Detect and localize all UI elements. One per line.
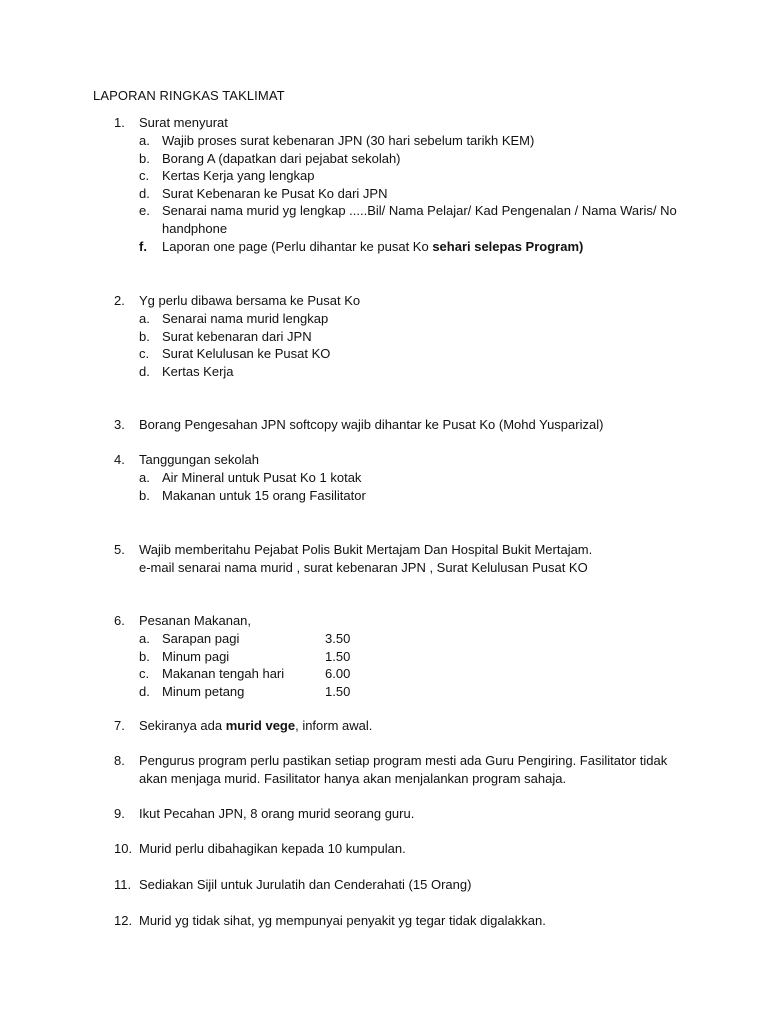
item-text: Surat kebenaran dari JPN	[162, 328, 312, 344]
item-letter: b.	[139, 150, 150, 166]
list-item	[0, 167, 768, 185]
section-heading	[0, 292, 768, 310]
list-item	[0, 683, 768, 701]
section-heading	[0, 805, 768, 823]
item-number: 1.	[114, 115, 125, 130]
item-text: Surat menyurat	[139, 115, 228, 130]
item-text: Murid perlu dibahagikan kepada 10 kumpulan.	[139, 841, 406, 856]
section-5	[0, 541, 768, 577]
section-heading	[0, 840, 768, 858]
item-letter: d.	[139, 185, 150, 201]
item-text: Makanan tengah hari	[162, 666, 285, 682]
item-text	[162, 238, 687, 256]
item-number: 10.	[114, 841, 133, 856]
document-title: LAPORAN RINGKAS TAKLIMAT	[93, 88, 285, 103]
section-heading	[0, 612, 768, 630]
item-text: e-mail senarai nama murid , surat kebenaran JPN , Surat Kelulusan Pusat KO	[139, 560, 588, 575]
section-8	[0, 752, 768, 788]
list-item	[0, 310, 768, 328]
item-text-bold: sehari selepas Program)	[432, 239, 584, 255]
list-item	[0, 150, 768, 168]
section-heading	[0, 416, 768, 434]
list-item	[0, 469, 768, 487]
item-price: 3.50	[325, 631, 351, 646]
item-number: 3.	[114, 417, 125, 432]
item-price: 1.50	[325, 648, 351, 664]
item-number: 4.	[114, 452, 125, 467]
item-letter: f.	[139, 239, 147, 255]
item-number: 9.	[114, 806, 125, 821]
section-heading	[0, 912, 768, 930]
item-text: Pesanan Makanan,	[139, 613, 252, 628]
item-text: Tanggungan sekolah	[139, 452, 259, 467]
section-12	[0, 912, 768, 930]
item-number: 12.	[114, 913, 133, 928]
item-text: Sarapan pagi	[162, 631, 240, 646]
item-text: Minum pagi	[162, 648, 230, 664]
item-number: 8.	[114, 753, 125, 768]
item-number: 11.	[114, 877, 132, 892]
section-11	[0, 876, 768, 894]
item-letter: a.	[139, 470, 150, 485]
item-text: Kertas Kerja	[162, 363, 234, 379]
item-letter: a.	[139, 133, 150, 148]
item-text: Yg perlu dibawa bersama ke Pusat Ko	[139, 293, 361, 308]
item-text: Surat Kelulusan ke Pusat KO	[162, 346, 331, 362]
item-number: 7.	[114, 718, 125, 733]
section-1	[0, 114, 768, 256]
list-item	[0, 487, 768, 505]
item-text: Borang Pengesahan JPN softcopy wajib dihantar ke Pusat Ko (Mohd Yusparizal)	[139, 417, 604, 432]
item-text: Air Mineral untuk Pusat Ko 1 kotak	[162, 470, 362, 485]
item-text-bold: murid vege	[225, 718, 296, 733]
item-letter: a.	[139, 311, 150, 326]
item-price: 6.00	[325, 666, 351, 682]
list-item	[0, 238, 768, 256]
item-text: Makanan untuk 15 orang Fasilitator	[162, 487, 366, 503]
item-text: Wajib memberitahu Pejabat Polis Bukit Mertajam Dan Hospital Bukit Mertajam.	[139, 542, 593, 557]
list-item	[0, 185, 768, 203]
section-4	[0, 451, 768, 504]
section-heading	[0, 451, 768, 469]
section-2	[0, 292, 768, 380]
list-item	[0, 665, 768, 683]
item-text: Borang A (dapatkan dari pejabat sekolah)	[162, 150, 401, 166]
item-letter: a.	[139, 631, 150, 646]
item-text: Wajib proses surat kebenaran JPN (30 hari sebelum tarikh KEM)	[162, 133, 535, 148]
item-letter: d.	[139, 683, 150, 699]
section-heading	[0, 541, 768, 559]
item-letter: c.	[139, 666, 150, 682]
item-text: Surat Kebenaran ke Pusat Ko dari JPN	[162, 185, 388, 201]
list-item	[0, 345, 768, 363]
list-item	[0, 630, 768, 648]
item-number: 6.	[114, 613, 125, 628]
list-item	[0, 132, 768, 150]
section-heading	[0, 876, 768, 894]
item-number: 2.	[114, 293, 125, 308]
item-text: Kertas Kerja yang lengkap	[162, 168, 315, 184]
item-text: Pengurus program perlu pastikan setiap program mesti ada Guru Pengiring. Fasilitator tidak akan menjaga murid. Fasilitator hanya akan menjalankan program sahaja.	[139, 753, 668, 786]
list-item	[0, 363, 768, 381]
item-letter: b.	[139, 487, 150, 503]
section-10	[0, 840, 768, 858]
list-item	[0, 648, 768, 666]
item-letter: b.	[139, 328, 150, 344]
item-text: Senarai nama murid yg lengkap .....Bil/ Nama Pelajar/ Kad Pengenalan / Nama Waris/ No handphone	[162, 203, 677, 237]
list-item	[0, 202, 768, 238]
section-3	[0, 416, 768, 434]
list-item	[0, 328, 768, 346]
section-7	[0, 717, 768, 735]
item-letter: c.	[139, 346, 150, 362]
item-text-part: , inform awal.	[295, 718, 373, 733]
item-text	[139, 717, 684, 735]
item-text: Ikut Pecahan JPN, 8 orang murid seorang guru.	[139, 806, 415, 821]
item-letter: b.	[139, 648, 150, 664]
item-number: 5.	[114, 542, 125, 557]
item-text-part: Laporan one page (Perlu dihantar ke pusat Ko	[162, 239, 433, 255]
item-text: Senarai nama murid lengkap	[162, 311, 329, 326]
section-heading	[0, 717, 768, 735]
section-heading	[0, 752, 768, 788]
item-text: Minum petang	[162, 683, 245, 699]
section-6	[0, 612, 768, 700]
item-text: Sediakan Sijil untuk Jurulatih dan Cenderahati (15 Orang)	[139, 877, 472, 892]
item-letter: c.	[139, 168, 150, 184]
section-heading	[0, 114, 768, 132]
section-9	[0, 805, 768, 823]
item-letter: e.	[139, 203, 150, 219]
item-price: 1.50	[325, 683, 351, 699]
item-text-part: Sekiranya ada	[139, 718, 226, 733]
section-continuation	[0, 559, 768, 577]
item-letter: d.	[139, 363, 150, 379]
item-text: Murid yg tidak sihat, yg mempunyai penyakit yg tegar tidak digalakkan.	[139, 913, 546, 928]
